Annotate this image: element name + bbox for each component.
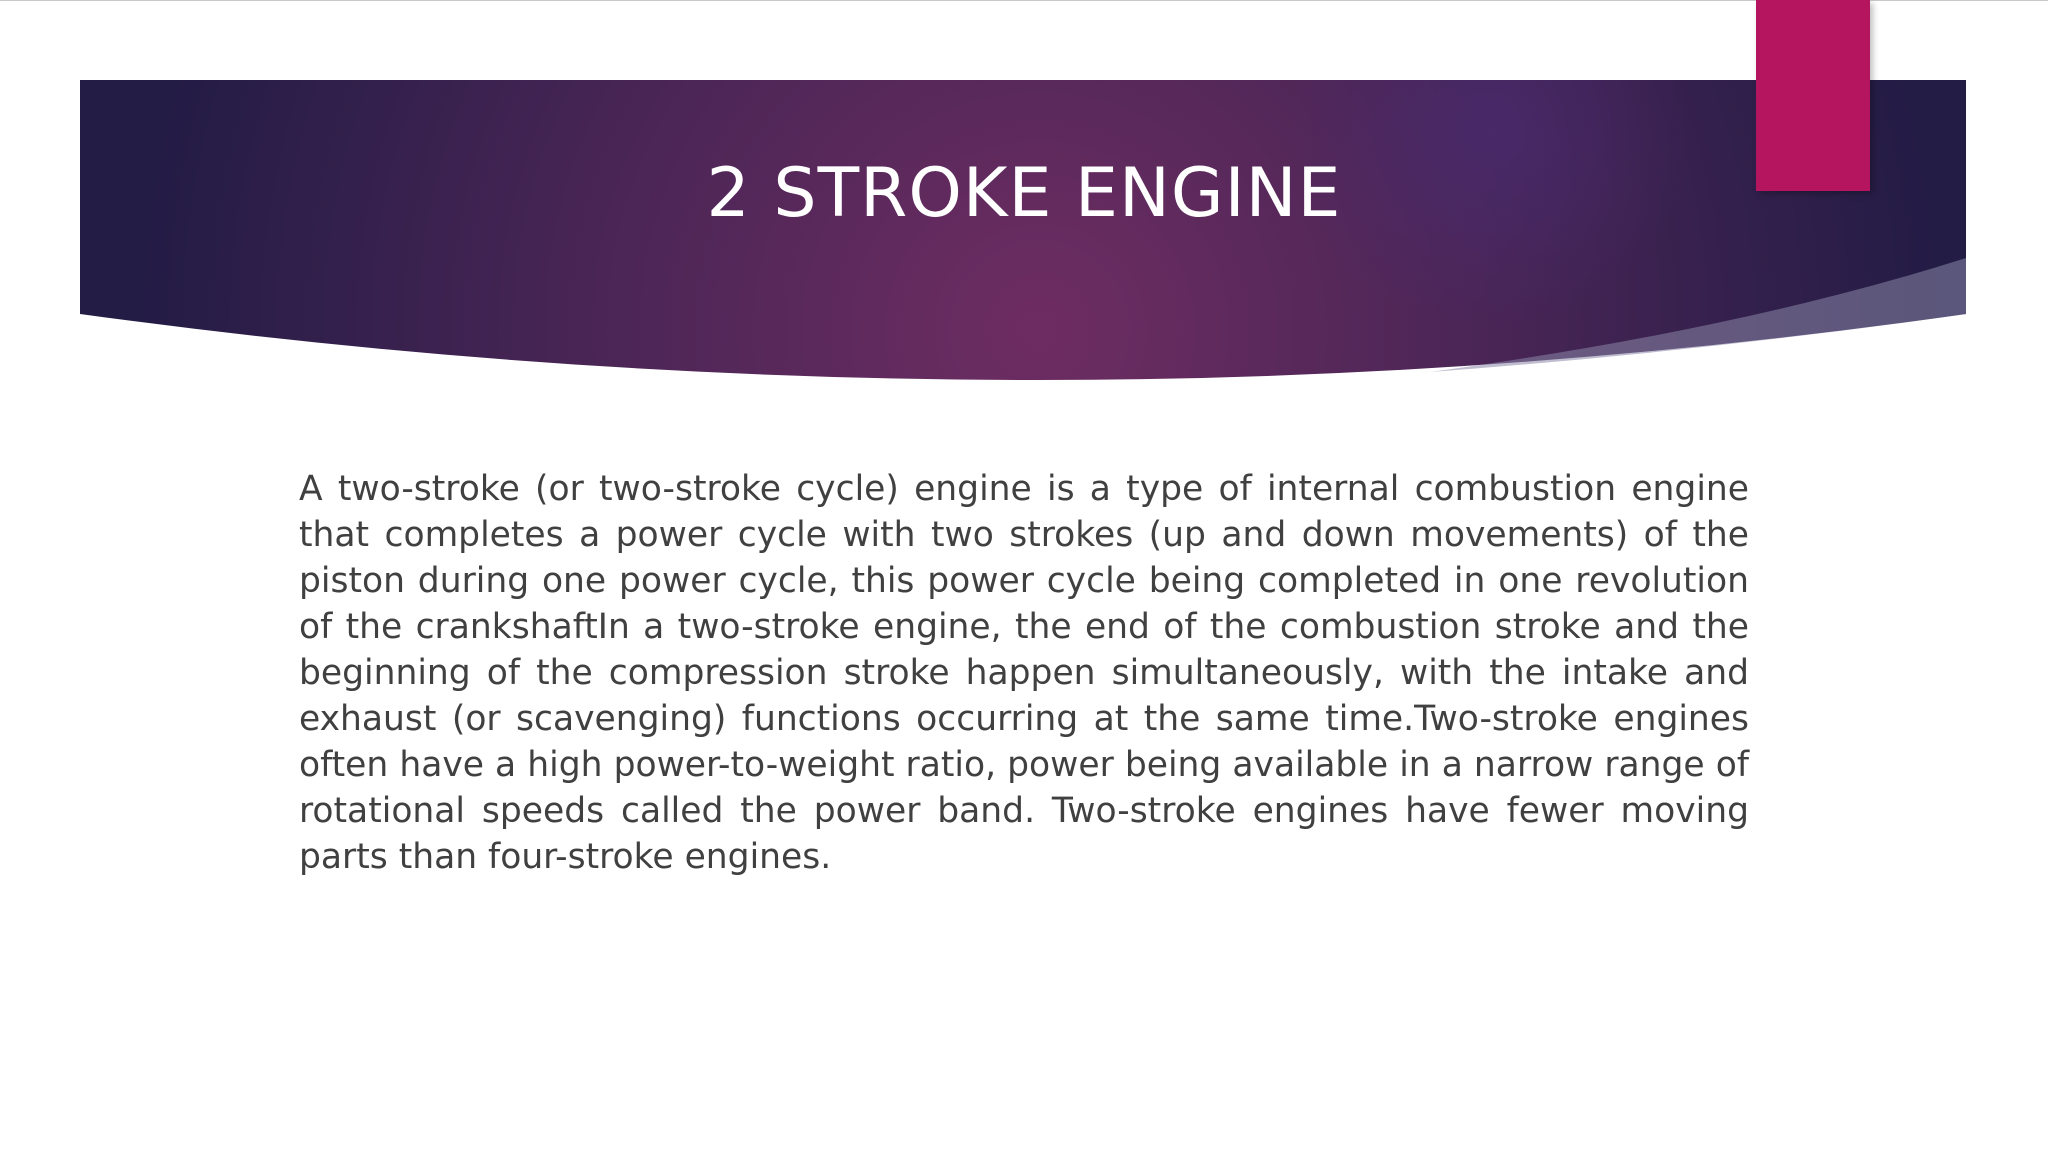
slide-title: 2 STROKE ENGINE <box>706 154 1342 233</box>
slide-body-text: A two-stroke (or two-stroke cycle) engine is a type of internal combustion engine that completes a power cycle with two strokes (up and down movements) of the piston during one power cycle, this power cycle being completed in one revolution of the crankshaftIn a two-stroke engine, the end of the combustion stroke and the beginning of the compression stroke happen simultaneously, with the intake and exhaust (or scavenging) functions occurring at the same time.Two-stroke engines often have a high power-to-weight ratio, power being available in a narrow range of rotational speeds called the power band. Two-stroke engines have fewer moving parts than four-stroke engines. <box>299 469 1749 877</box>
